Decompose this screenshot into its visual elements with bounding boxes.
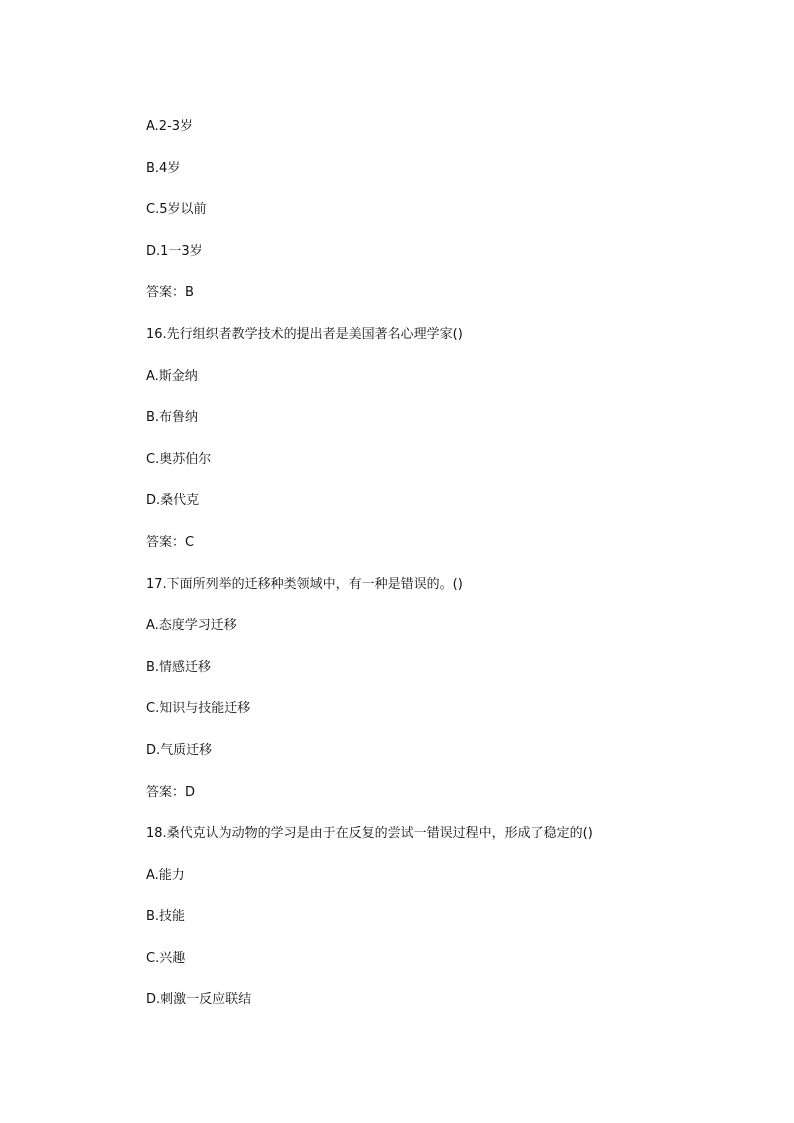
question-line: 18.桑代克认为动物的学习是由于在反复的尝试一错误过程中，形成了稳定的() (146, 826, 593, 842)
option-line: C.5岁以前 (146, 202, 207, 218)
option-line: D.刺激一反应联结 (146, 992, 252, 1008)
document-page (146, 117, 746, 1032)
option-line: A.斯金纳 (146, 368, 198, 384)
option-line: B.4岁 (146, 160, 181, 176)
answer-line: 答案：C (146, 534, 195, 550)
option-line: B.技能 (146, 909, 186, 925)
question-line: 17.下面所列举的迁移种类领域中，有一种是错误的。() (146, 576, 463, 592)
option-line: A.能力 (146, 867, 185, 883)
answer-line: 答案：D (146, 784, 196, 800)
option-line: D.桑代克 (146, 493, 200, 509)
option-line: C.知识与技能迁移 (146, 701, 251, 717)
option-line: B.情感迁移 (146, 659, 212, 675)
option-line: D.1一3岁 (146, 243, 203, 259)
option-line: A.态度学习迁移 (146, 618, 237, 634)
option-line: A.2-3岁 (146, 119, 194, 134)
option-line: B.布鲁纳 (146, 410, 199, 426)
question-line: 16.先行组织者教学技术的提出者是美国著名心理学家() (146, 326, 463, 342)
option-line: D.气质迁移 (146, 742, 213, 758)
answer-line: 答案：B (146, 285, 194, 301)
option-line: C.奥苏伯尔 (146, 451, 212, 467)
option-line: C.兴趣 (146, 950, 186, 966)
